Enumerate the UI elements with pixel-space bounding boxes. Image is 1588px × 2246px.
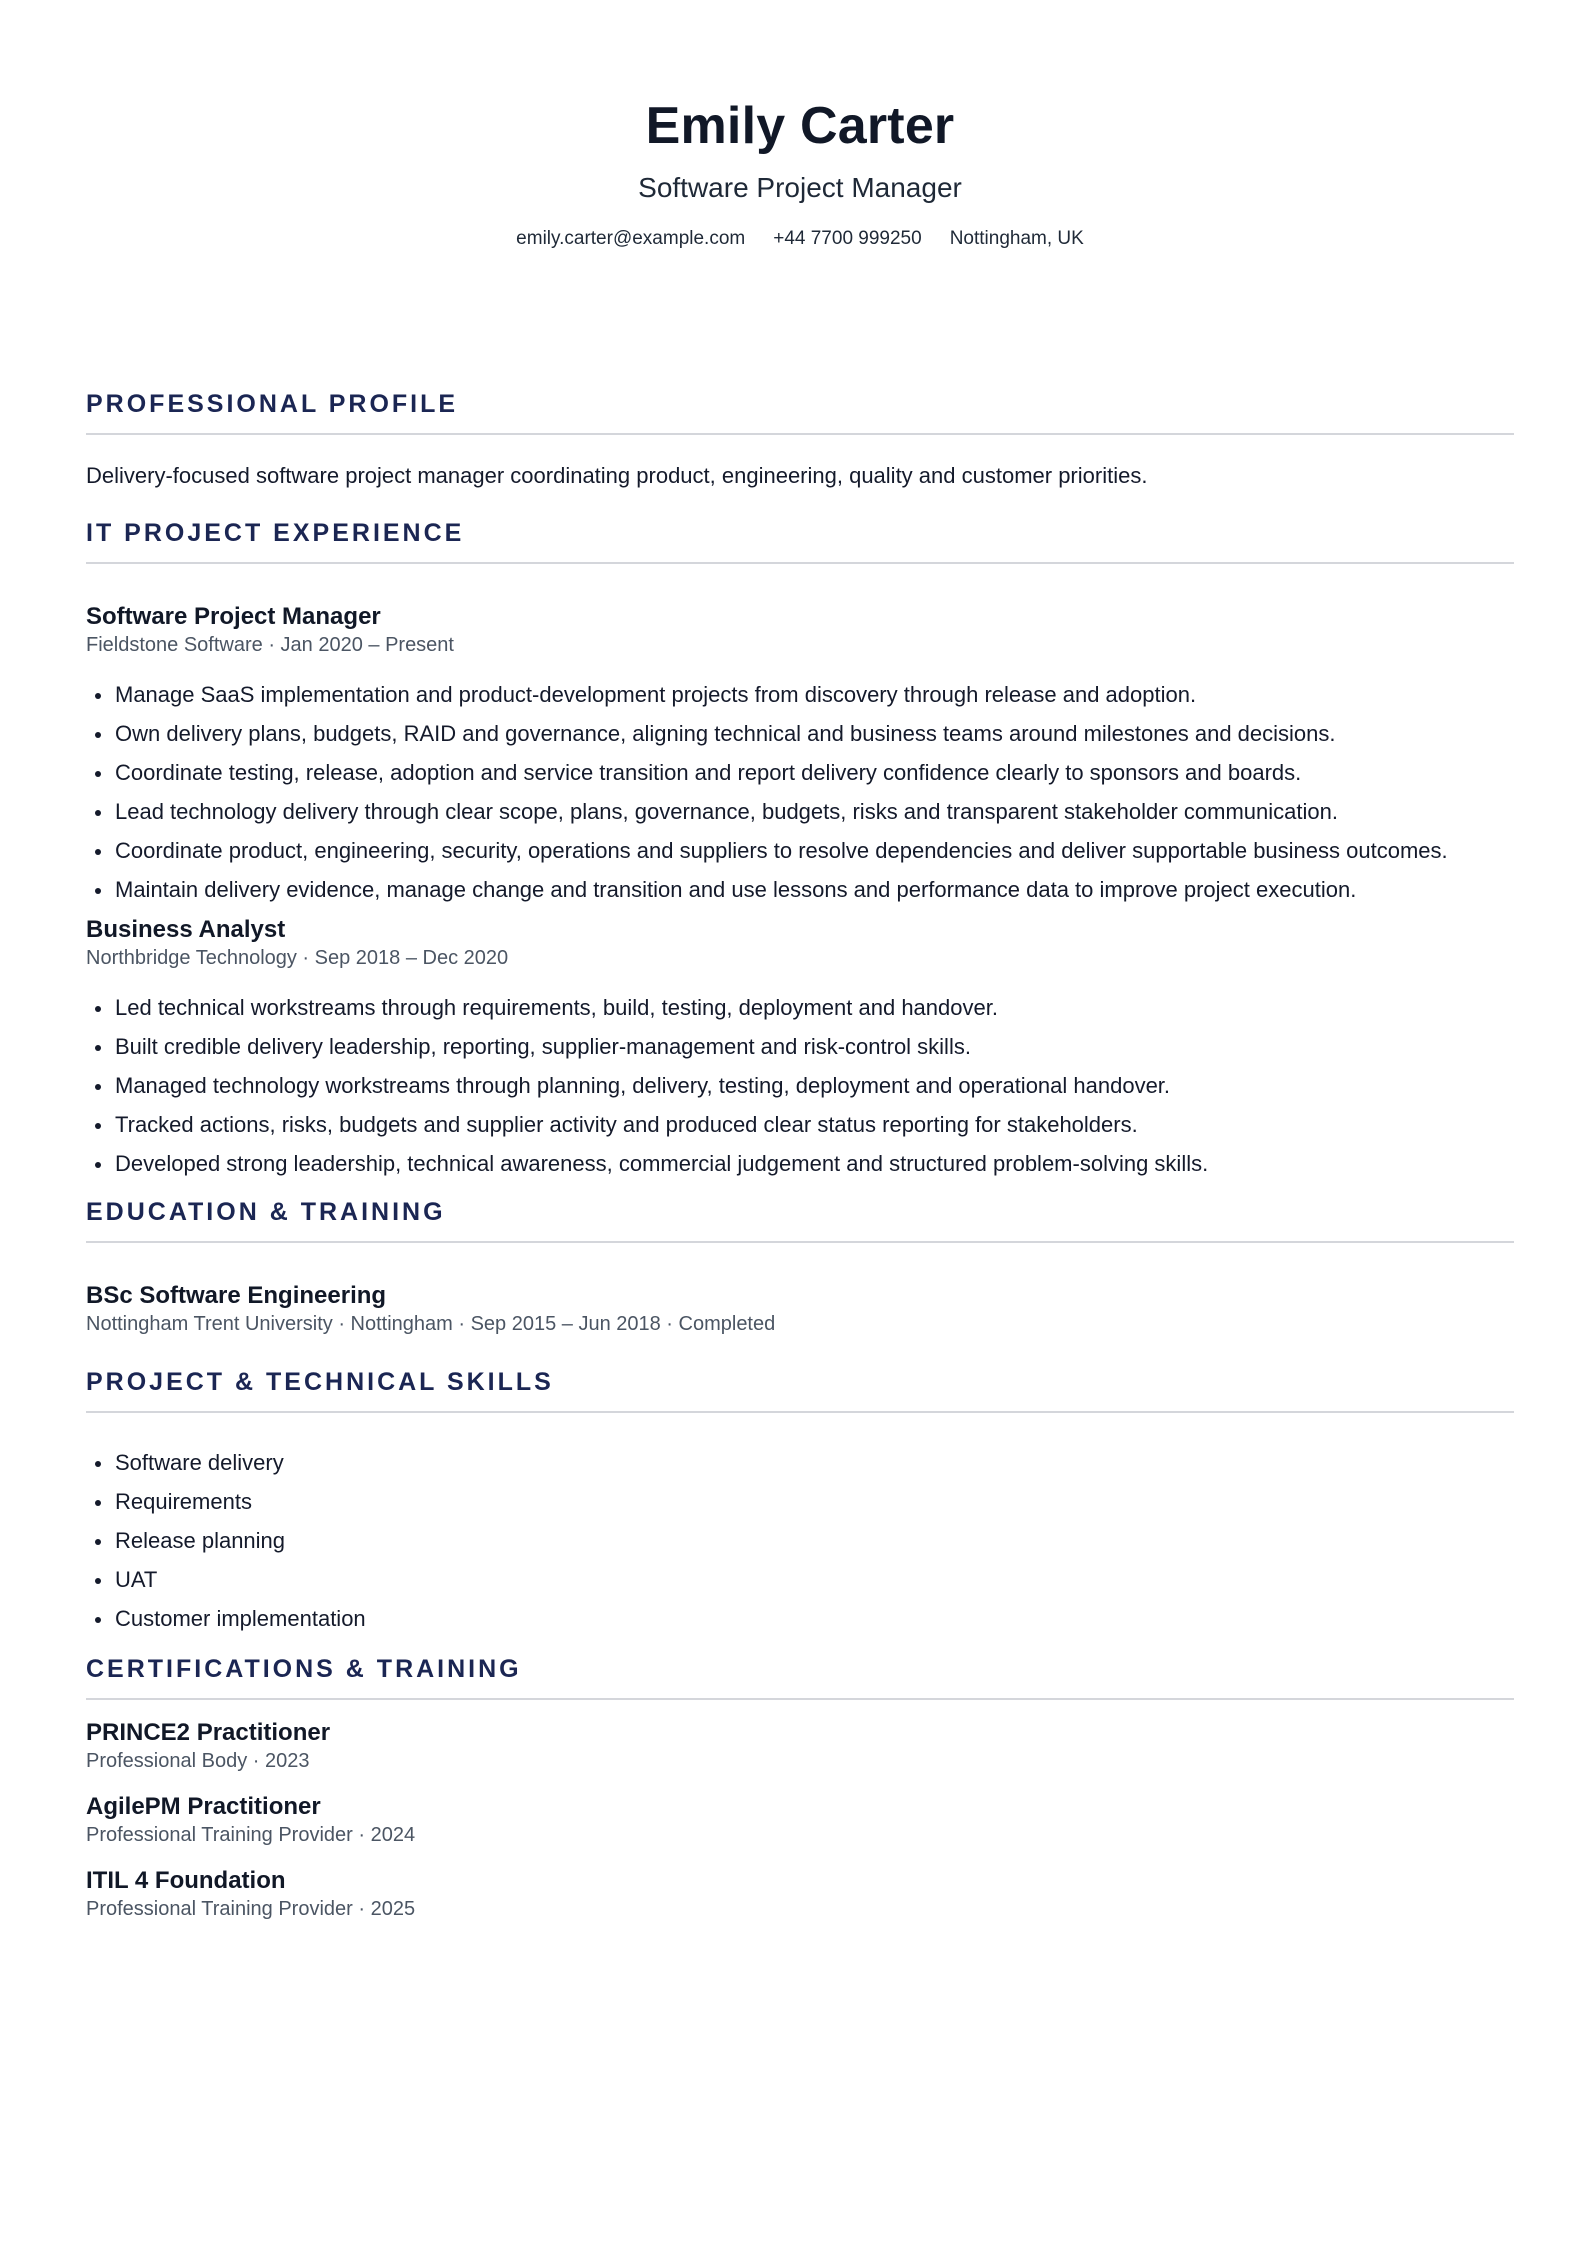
certification-entry: [86, 1718, 1514, 1774]
list-item: Tracked actions, risks, budgets and supplier activity and produced clear status reporting for stakeholders.: [115, 1110, 1514, 1140]
list-item: Maintain delivery evidence, manage change and transition and use lessons and performance data to improve project execution.: [115, 875, 1514, 905]
job-bullets: [86, 680, 1514, 905]
certification-title: PRINCE2 Practitioner: [86, 1719, 331, 1746]
job-meta: Northbridge Technology · Sep 2018 – Dec 2020: [86, 947, 509, 969]
job-title: Business Analyst: [86, 916, 286, 943]
certification-meta: Professional Body · 2023: [86, 1750, 310, 1772]
degree-title: BSc Software Engineering: [86, 1282, 387, 1309]
certification-meta: Professional Training Provider · 2025: [86, 1898, 416, 1920]
list-item: Lead technology delivery through clear scope, plans, governance, budgets, risks and transparent stakeholder communication.: [115, 797, 1514, 827]
list-item: Managed technology workstreams through planning, delivery, testing, deployment and operational handover.: [115, 1071, 1514, 1101]
job-title: Software Project Manager: [86, 603, 381, 630]
certification-entry: [86, 1792, 1514, 1848]
contact-location: Nottingham, UK: [949, 228, 1084, 249]
certification-entry: [86, 1866, 1514, 1922]
list-item: Manage SaaS implementation and product-development projects from discovery through release and adoption.: [115, 680, 1514, 710]
skills-list: [86, 1448, 1514, 1634]
section-heading-experience: IT PROJECT EXPERIENCE: [86, 518, 1514, 564]
certification-meta: Professional Training Provider · 2024: [86, 1824, 416, 1846]
section-heading-profile: PROFESSIONAL PROFILE: [86, 389, 1514, 435]
list-item: Requirements: [115, 1487, 1514, 1517]
education-section: [86, 1197, 1514, 1337]
profile-summary: Delivery-focused software project manager coordinating product, engineering, quality and customer priorities.: [86, 463, 1148, 488]
resume-header: [86, 0, 1514, 251]
list-item: Built credible delivery leadership, reporting, supplier-management and risk-control skills.: [115, 1032, 1514, 1062]
list-item: Developed strong leadership, technical awareness, commercial judgement and structured problem-solving skills.: [115, 1149, 1514, 1179]
list-item: UAT: [115, 1565, 1514, 1595]
section-heading-certifications: CERTIFICATIONS & TRAINING: [86, 1654, 1514, 1700]
job-meta: Fieldstone Software · Jan 2020 – Present: [86, 634, 454, 656]
list-item: Coordinate testing, release, adoption and service transition and report delivery confidence clearly to sponsors and boards.: [115, 758, 1514, 788]
resume-page: [86, 0, 1514, 1922]
list-item: Led technical workstreams through requirements, build, testing, deployment and handover.: [115, 993, 1514, 1023]
candidate-title: Software Project Manager: [638, 172, 962, 203]
contact-phone[interactable]: +44 7700 999250: [773, 228, 922, 249]
degree-meta: Nottingham Trent University · Nottingham · Sep 2015 – Jun 2018 · Completed: [86, 1313, 776, 1335]
list-item: Customer implementation: [115, 1604, 1514, 1634]
section-heading-skills: PROJECT & TECHNICAL SKILLS: [86, 1367, 1514, 1413]
certification-title: AgilePM Practitioner: [86, 1793, 321, 1820]
list-item: Own delivery plans, budgets, RAID and governance, aligning technical and business teams around milestones and decisions.: [115, 719, 1514, 749]
job-bullets: [86, 993, 1514, 1179]
experience-section: [86, 518, 1514, 1179]
education-entry: [86, 1281, 1514, 1337]
skills-section: [86, 1367, 1514, 1634]
list-item: Software delivery: [115, 1448, 1514, 1478]
list-item: Coordinate product, engineering, security, operations and suppliers to resolve dependencies and deliver supportable business outcomes.: [115, 836, 1514, 866]
section-heading-education: EDUCATION & TRAINING: [86, 1197, 1514, 1243]
job-entry: [86, 602, 1514, 905]
certification-title: ITIL 4 Foundation: [86, 1867, 286, 1894]
list-item: Release planning: [115, 1526, 1514, 1556]
candidate-name: Emily Carter: [645, 97, 955, 155]
profile-section: [86, 389, 1514, 491]
contact-email[interactable]: emily.carter@example.com: [516, 228, 746, 249]
job-entry: [86, 915, 1514, 1179]
contact-line: [86, 227, 1514, 251]
certifications-section: [86, 1654, 1514, 1922]
